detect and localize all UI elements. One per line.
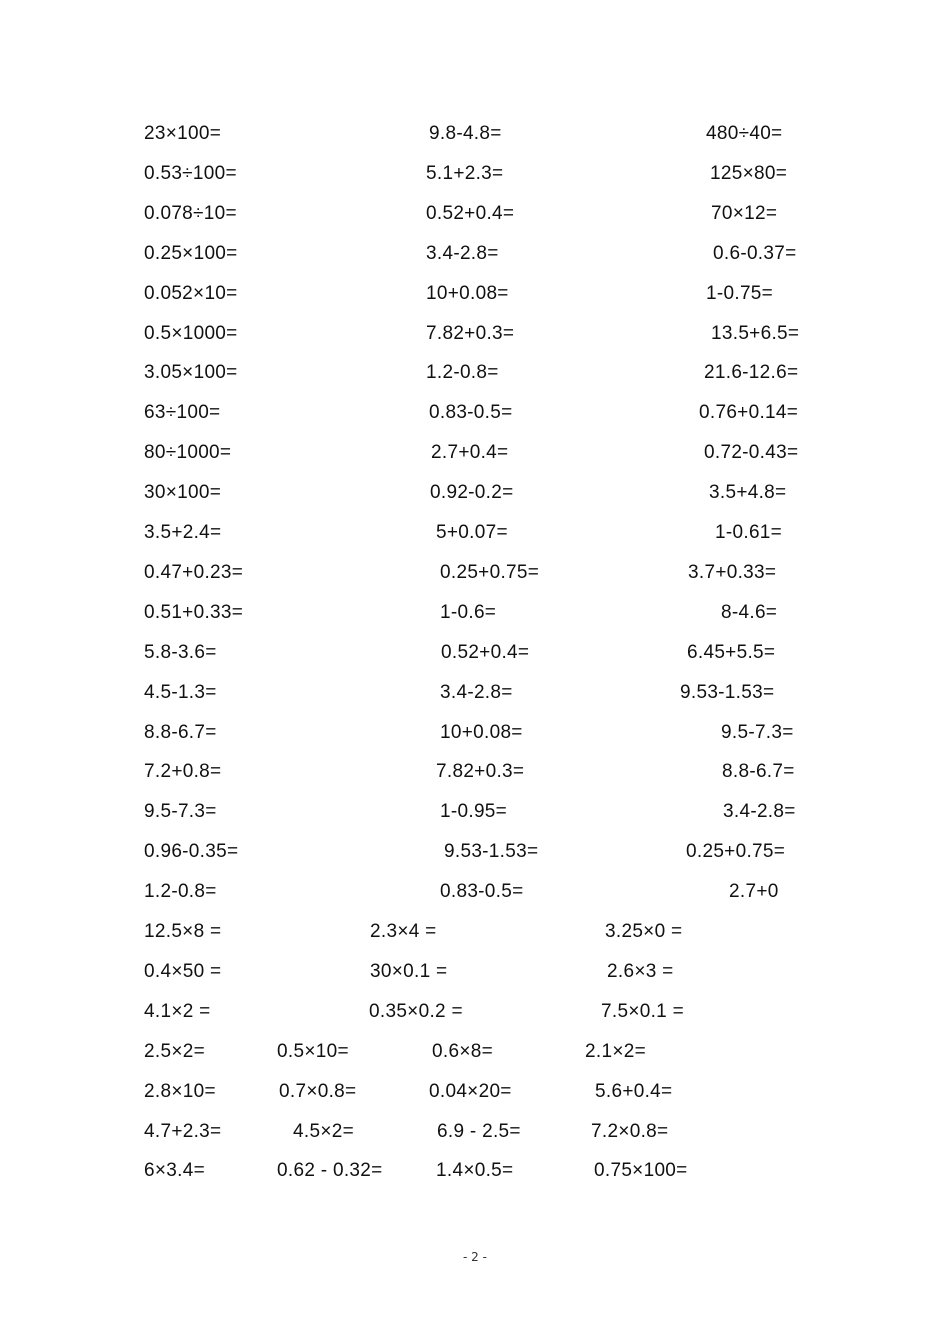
problem-item: 0.052×10= — [144, 282, 238, 304]
problem-item: 1.4×0.5= — [436, 1160, 514, 1182]
problem-item: 10+0.08= — [426, 282, 509, 304]
problem-item: 9.8-4.8= — [429, 123, 502, 144]
problem-item: 8.8-6.7= — [144, 721, 217, 743]
problem-item: 5+0.07= — [436, 522, 508, 543]
problem-item: 125×80= — [710, 162, 788, 184]
problem-item: 30×0.1 = — [370, 960, 448, 982]
problem-item: 3.25×0 = — [605, 921, 683, 942]
problem-item: 30×100= — [144, 482, 222, 504]
problem-item: 4.5-1.3= — [144, 681, 217, 703]
problem-item: 0.92-0.2= — [430, 482, 514, 504]
problem-item: 1-0.95= — [440, 801, 508, 823]
problem-item: 0.72-0.43= — [704, 442, 799, 464]
problem-item: 2.7+0 — [729, 881, 779, 903]
problem-item: 3.4-2.8= — [426, 242, 499, 264]
problem-item: 0.53÷100= — [144, 162, 237, 184]
problem-item: 6×3.4= — [144, 1160, 205, 1182]
problem-item: 0.75×100= — [594, 1160, 688, 1182]
problem-item: 13.5+6.5= — [711, 322, 800, 344]
problem-item: 2.5×2= — [144, 1040, 205, 1062]
problem-item: 0.35×0.2 = — [369, 1000, 463, 1022]
problem-item: 5.1+2.3= — [426, 162, 504, 184]
problem-item: 0.96-0.35= — [144, 841, 239, 863]
problem-item: 1.2-0.8= — [144, 881, 217, 903]
problem-item: 7.2+0.8= — [144, 761, 222, 783]
problem-item: 0.7×0.8= — [279, 1080, 357, 1102]
problem-item: 0.25×100= — [144, 242, 238, 264]
problem-item: 0.83-0.5= — [429, 402, 513, 424]
problem-item: 3.4-2.8= — [723, 801, 796, 823]
problem-item: 7.2×0.8= — [591, 1120, 669, 1142]
problem-item: 0.5×10= — [277, 1040, 349, 1062]
problem-item: 9.53-1.53= — [680, 681, 775, 703]
problem-item: 1-0.61= — [715, 522, 783, 543]
problem-item: 0.04×20= — [429, 1080, 512, 1102]
problem-item: 6.9 - 2.5= — [437, 1120, 521, 1142]
problem-item: 0.52+0.4= — [441, 641, 530, 663]
problem-item: 0.6-0.37= — [713, 242, 797, 264]
problem-item: 0.76+0.14= — [699, 402, 799, 424]
problem-item: 0.25+0.75= — [440, 561, 540, 583]
problem-item: 6.45+5.5= — [687, 641, 776, 663]
problem-item: 3.5+4.8= — [709, 482, 787, 504]
problem-item: 0.4×50 = — [144, 960, 222, 982]
problem-item: 0.62 - 0.32= — [277, 1160, 383, 1182]
problem-item: 23×100= — [144, 123, 222, 144]
problem-item: 7.82+0.3= — [436, 761, 525, 783]
problem-item: 8-4.6= — [721, 601, 778, 623]
problem-item: 4.1×2 = — [144, 1000, 211, 1022]
problem-item: 10+0.08= — [440, 721, 523, 743]
problem-item: 70×12= — [711, 202, 778, 224]
problem-item: 0.5×1000= — [144, 322, 238, 344]
problem-item: 4.7+2.3= — [144, 1120, 222, 1142]
problem-item: 2.8×10= — [144, 1080, 216, 1102]
page-number: - 2 - — [463, 1250, 487, 1264]
problem-item: 3.5+2.4= — [144, 522, 222, 543]
problem-item: 4.5×2= — [293, 1120, 354, 1142]
problem-item: 1.2-0.8= — [426, 362, 499, 384]
problem-item: 21.6-12.6= — [704, 362, 799, 384]
problem-item: 7.82+0.3= — [426, 322, 515, 344]
problem-item: 0.078÷10= — [144, 202, 237, 224]
problem-item: 9.53-1.53= — [444, 841, 539, 863]
problem-item: 0.83-0.5= — [440, 881, 524, 903]
problem-item: 0.25+0.75= — [686, 841, 786, 863]
problem-item: 0.51+0.33= — [144, 601, 244, 623]
problem-item: 2.1×2= — [585, 1040, 646, 1062]
problem-item: 480÷40= — [706, 123, 783, 144]
problem-item: 3.4-2.8= — [440, 681, 513, 703]
problem-item: 8.8-6.7= — [722, 761, 795, 783]
problem-item: 3.7+0.33= — [688, 561, 777, 583]
problem-item: 5.8-3.6= — [144, 641, 217, 663]
problem-item: 2.6×3 = — [607, 960, 674, 982]
problem-item: 2.3×4 = — [370, 921, 437, 942]
problem-item: 7.5×0.1 = — [601, 1000, 684, 1022]
problem-item: 0.6×8= — [432, 1040, 493, 1062]
problem-item: 3.05×100= — [144, 362, 238, 384]
problem-item: 0.52+0.4= — [426, 202, 515, 224]
problem-item: 80÷1000= — [144, 442, 232, 464]
problem-item: 2.7+0.4= — [431, 442, 509, 464]
problem-item: 12.5×8 = — [144, 921, 222, 942]
problem-item: 9.5-7.3= — [144, 801, 217, 823]
problem-item: 9.5-7.3= — [721, 721, 794, 743]
problem-item: 0.47+0.23= — [144, 561, 244, 583]
problem-item: 5.6+0.4= — [595, 1080, 673, 1102]
problem-item: 1-0.75= — [706, 282, 774, 304]
problem-item: 63÷100= — [144, 402, 221, 424]
problem-item: 1-0.6= — [440, 601, 497, 623]
